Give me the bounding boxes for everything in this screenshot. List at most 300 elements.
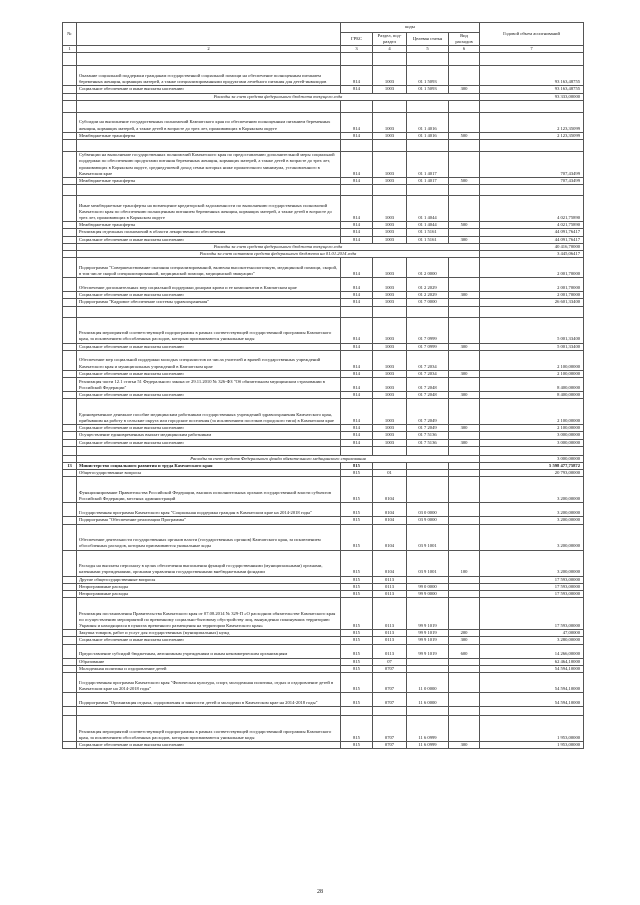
sum-cell: 5 001,33400: [480, 343, 584, 350]
header-codes: коды: [341, 23, 480, 33]
name-cell: Реализация отдельных полномочий в области лекарственного обеспечения: [77, 229, 341, 236]
grbs-cell: 815: [341, 598, 373, 630]
vid-cell: [449, 53, 480, 66]
note-text: Расходы за счет средств Федерального фонда обязательного медицинского страхования: [77, 455, 480, 462]
num-cell: [63, 630, 77, 637]
razdel-cell: 1003: [373, 132, 407, 139]
razdel-cell: 1003: [373, 425, 407, 432]
table-row: [63, 665, 584, 672]
sum-cell: 1 953,00000: [480, 742, 584, 749]
grbs-cell: 815: [341, 630, 373, 637]
razdel-cell: 0104: [373, 477, 407, 503]
target-cell: 01 7 2034: [407, 370, 449, 377]
sum-cell: 4 021,75890: [480, 196, 584, 222]
target-cell: 01 7 0000: [407, 299, 449, 306]
target-cell: [407, 576, 449, 583]
name-cell: Расходы на выплаты персоналу в целях обеспечения выполнения функций государственными (муниципальными) органами, казенными учреждениями, органами управления государственными внебюджетными фондами: [77, 550, 341, 576]
target-cell: [407, 100, 449, 112]
name-cell: [77, 306, 341, 317]
target-cell: 01 1 5093: [407, 66, 449, 86]
grbs-cell: [341, 185, 373, 196]
razdel-cell: 0707: [373, 665, 407, 672]
num-cell: [63, 716, 77, 742]
num-cell: [63, 178, 77, 185]
name-cell: Социальное обеспечение и иные выплаты населению: [77, 343, 341, 350]
name-cell: Министерство социального развития и труда Камчатского края: [77, 463, 341, 470]
header-grbs: ГРБС: [341, 33, 373, 46]
name-cell: [77, 53, 341, 66]
vid-cell: [449, 66, 480, 86]
vid-cell: [449, 517, 480, 524]
name-cell: Социальное обеспечение и иные выплаты населению: [77, 425, 341, 432]
table-row: [63, 470, 584, 477]
razdel-cell: 0113: [373, 591, 407, 598]
table-spacer-row: [63, 446, 584, 455]
table-row: [63, 278, 584, 292]
grbs-cell: 815: [341, 524, 373, 550]
sum-cell: [480, 100, 584, 112]
name-cell: Государственная программа Камчатского края "Физическая культура, спорт, молодежная политика, отдых и оздоровление детей в Камчатском крае на 2014-2018 годы": [77, 673, 341, 693]
vid-cell: 300: [449, 86, 480, 93]
vid-cell: 300: [449, 425, 480, 432]
sum-cell: 3 200,00000: [480, 503, 584, 517]
razdel-cell: 1003: [373, 378, 407, 392]
name-cell: Иные межбюджетные трансферты на возмещение кредиторской задолженности по выполнению государственных полномочий Камчатского края по обеспечению полноценным питанием беременных женщин, кормящих матерей, а также детей в возрасте до трех лет, проживающих в Корякском округе: [77, 196, 341, 222]
target-cell: 01 1 4044: [407, 196, 449, 222]
num-cell: [63, 86, 77, 93]
vid-cell: [449, 350, 480, 370]
vid-cell: [449, 299, 480, 306]
razdel-cell: 1003: [373, 112, 407, 132]
table-row: [63, 86, 584, 93]
sum-cell: 2 100,00000: [480, 425, 584, 432]
target-cell: [407, 306, 449, 317]
vid-cell: [449, 707, 480, 716]
colnum: 3: [341, 46, 373, 53]
target-cell: 03 9 0000: [407, 517, 449, 524]
vid-cell: [449, 716, 480, 742]
header-num: №: [63, 23, 77, 46]
table-spacer-row: [63, 140, 584, 152]
num-cell: [63, 299, 77, 306]
sum-cell: 47,00000: [480, 630, 584, 637]
razdel-cell: [373, 185, 407, 196]
sum-cell: 44 091,76417: [480, 229, 584, 236]
sum-cell: 44 091,76417: [480, 236, 584, 243]
sum-cell: 3 200,00000: [480, 477, 584, 503]
grbs-cell: 814: [341, 278, 373, 292]
num-cell: [63, 350, 77, 370]
grbs-cell: 815: [341, 550, 373, 576]
name-cell: Реализация части 12.1 статьи 51 Федерального закона от 29.11.2010 № 326-ФЗ "Об обязательном медицинском страховании в Российской Федерации": [77, 378, 341, 392]
num-cell: [63, 742, 77, 749]
vid-cell: [449, 503, 480, 517]
name-cell: Социальное обеспечение и иные выплаты населению: [77, 292, 341, 299]
num-cell: [63, 258, 77, 278]
vid-cell: 300: [449, 392, 480, 399]
table-row: [63, 503, 584, 517]
target-cell: 01 7 2034: [407, 350, 449, 370]
name-cell: Подпрограмма "Организация отдыха, оздоровления и занятости детей и молодежи в Камчатском крае на 2014-2018 годы": [77, 693, 341, 707]
table-spacer-row: [63, 100, 584, 112]
grbs-cell: 814: [341, 399, 373, 425]
note-text: Расходы за счет средств федерального бюджета текущего года: [77, 243, 480, 250]
num-cell: [63, 446, 77, 455]
target-cell: 01 1 4017: [407, 178, 449, 185]
table-row: [63, 693, 584, 707]
name-cell: Предоставление субсидий бюджетным, автономным учреждениям и иным некоммерческим организациям: [77, 644, 341, 658]
table-row: [63, 524, 584, 550]
razdel-cell: 1003: [373, 236, 407, 243]
vid-cell: 500: [449, 222, 480, 229]
header-total: Годовой объем ассигнований: [480, 23, 584, 46]
name-cell: [77, 446, 341, 455]
name-cell: Непрограммные расходы: [77, 591, 341, 598]
name-cell: Социальное обеспечение и иные выплаты населению: [77, 392, 341, 399]
name-cell: Образование: [77, 658, 341, 665]
vid-cell: [449, 112, 480, 132]
sum-cell: 2 123,35099: [480, 112, 584, 132]
grbs-cell: [341, 140, 373, 152]
name-cell: Субвенции на выполнение государственных полномочий Камчатского края по предоставлению дополнительной меры социальной поддержки по обеспечению продуктами питания беременных женщин, кормящих матерей, а также детей в возрасте до трех лет, проживающих в Корякском округе, среднедушевой доход семьи которых ниже прожиточного минимума, установленного в Камчатском крае: [77, 152, 341, 178]
razdel-cell: 1003: [373, 278, 407, 292]
vid-cell: [449, 446, 480, 455]
num-cell: [63, 598, 77, 630]
vid-cell: 100: [449, 550, 480, 576]
num-cell: [63, 236, 77, 243]
table-row: [63, 299, 584, 306]
num-cell: [63, 243, 77, 250]
num-cell: [63, 637, 77, 644]
num-cell: [63, 370, 77, 377]
grbs-cell: 814: [341, 292, 373, 299]
table-row: [63, 517, 584, 524]
num-cell: [63, 673, 77, 693]
razdel-cell: 0707: [373, 742, 407, 749]
table-row: [63, 378, 584, 392]
razdel-cell: 0707: [373, 716, 407, 742]
table-row: [63, 392, 584, 399]
razdel-cell: 1003: [373, 432, 407, 439]
name-cell: Осуществление единовременных выплат медицинским работникам: [77, 432, 341, 439]
target-cell: 01 2 0000: [407, 258, 449, 278]
name-cell: Молодежная политика и оздоровление детей: [77, 665, 341, 672]
table-row: [63, 196, 584, 222]
name-cell: Подпрограмма "Кадровое обеспечение системы здравоохранения": [77, 299, 341, 306]
sum-cell: 3 000,00000: [480, 455, 584, 462]
colnum: 5: [407, 46, 449, 53]
table-row: [63, 222, 584, 229]
sum-cell: 707,43499: [480, 178, 584, 185]
vid-cell: [449, 470, 480, 477]
sum-cell: 3 200,00000: [480, 517, 584, 524]
razdel-cell: 0104: [373, 503, 407, 517]
table-note-row: [63, 243, 584, 250]
grbs-cell: 814: [341, 317, 373, 343]
num-cell: [63, 306, 77, 317]
sum-cell: 17 593,00000: [480, 583, 584, 590]
sum-cell: 2 001,70000: [480, 258, 584, 278]
vid-cell: 500: [449, 132, 480, 139]
num-cell: [63, 66, 77, 86]
table-row: [63, 716, 584, 742]
num-cell: [63, 425, 77, 432]
target-cell: [407, 140, 449, 152]
grbs-cell: 814: [341, 112, 373, 132]
vid-cell: 200: [449, 630, 480, 637]
table-note-row: [63, 93, 584, 100]
sum-cell: 93 163,48755: [480, 86, 584, 93]
sum-cell: 93 333,00000: [480, 93, 584, 100]
target-cell: 99 9 1019: [407, 598, 449, 630]
razdel-cell: [373, 306, 407, 317]
target-cell: 99 9 1019: [407, 630, 449, 637]
num-cell: [63, 644, 77, 658]
razdel-cell: 0104: [373, 550, 407, 576]
table-row: [63, 583, 584, 590]
name-cell: Социальное обеспечение и иные выплаты населению: [77, 236, 341, 243]
sum-cell: 40 416,70000: [480, 243, 584, 250]
target-cell: 01 7 5136: [407, 432, 449, 439]
sum-cell: 54 594,10000: [480, 693, 584, 707]
target-cell: 99 9 1019: [407, 637, 449, 644]
table-row: [63, 292, 584, 299]
target-cell: 11 6 0999: [407, 742, 449, 749]
razdel-cell: 1003: [373, 317, 407, 343]
num-cell: [63, 112, 77, 132]
target-cell: 01 7 2049: [407, 399, 449, 425]
vid-cell: [449, 673, 480, 693]
razdel-cell: 1003: [373, 258, 407, 278]
table-row: [63, 658, 584, 665]
table-row: [63, 673, 584, 693]
table-row: [63, 742, 584, 749]
num-cell: [63, 196, 77, 222]
num-cell: [63, 455, 77, 462]
colnum: 6: [449, 46, 480, 53]
sum-cell: 3 280,00000: [480, 637, 584, 644]
name-cell: [77, 140, 341, 152]
razdel-cell: 1003: [373, 350, 407, 370]
grbs-cell: 814: [341, 299, 373, 306]
vid-cell: 300: [449, 370, 480, 377]
table-row: [63, 399, 584, 425]
vid-cell: [449, 658, 480, 665]
table-row: [63, 598, 584, 630]
num-cell: [63, 658, 77, 665]
num-cell: [63, 93, 77, 100]
vid-cell: [449, 306, 480, 317]
vid-cell: 300: [449, 292, 480, 299]
vid-cell: [449, 317, 480, 343]
name-cell: Обеспечение дополнительных мер социальной поддержки донорам крови и ее компонентов в Камчатском крае: [77, 278, 341, 292]
target-cell: 03 9 1001: [407, 550, 449, 576]
grbs-cell: 815: [341, 658, 373, 665]
header-vid: Вид расходов: [449, 33, 480, 46]
grbs-cell: 815: [341, 673, 373, 693]
num-cell: [63, 524, 77, 550]
sum-cell: 8 400,00000: [480, 392, 584, 399]
name-cell: Общегосударственные вопросы: [77, 470, 341, 477]
razdel-cell: 1003: [373, 439, 407, 446]
target-cell: 01 1 5161: [407, 229, 449, 236]
vid-cell: [449, 185, 480, 196]
grbs-cell: 814: [341, 425, 373, 432]
razdel-cell: 0113: [373, 583, 407, 590]
target-cell: 99 0 0000: [407, 583, 449, 590]
razdel-cell: [373, 446, 407, 455]
grbs-cell: 814: [341, 236, 373, 243]
grbs-cell: 814: [341, 378, 373, 392]
target-cell: 11 6 0999: [407, 716, 449, 742]
name-cell: Социальное обеспечение и иные выплаты населению: [77, 370, 341, 377]
target-cell: 01 1 4016: [407, 112, 449, 132]
grbs-cell: 814: [341, 152, 373, 178]
table-row: [63, 112, 584, 132]
grbs-cell: 815: [341, 637, 373, 644]
razdel-cell: 1003: [373, 399, 407, 425]
header-name-blank: [77, 23, 341, 46]
table-row: [63, 350, 584, 370]
name-cell: [77, 707, 341, 716]
vid-cell: [449, 477, 480, 503]
grbs-cell: 815: [341, 665, 373, 672]
sum-cell: 2 100,00000: [480, 350, 584, 370]
num-cell: [63, 399, 77, 425]
table-spacer-row: [63, 707, 584, 716]
name-cell: Реализация постановления Правительства Камчатского края от 07.08.2014 № 329-П «О расходном обязательстве Камчатского края по осуществлению мероприятий по временному социально-бытовому обустройству лиц, вынужденно покинувших территорию Украины и находящихся в пунктах временного размещения на территории Камчатского края»: [77, 598, 341, 630]
target-cell: [407, 446, 449, 455]
razdel-cell: [373, 140, 407, 152]
sum-cell: 1 953,00000: [480, 716, 584, 742]
note-text: Расходы за счет остатков средств федерального бюджета на 01.01.2014 года: [77, 251, 480, 258]
table-body: [63, 53, 584, 749]
vid-cell: [449, 576, 480, 583]
grbs-cell: [341, 446, 373, 455]
target-cell: 01 1 4016: [407, 132, 449, 139]
num-cell: [63, 251, 77, 258]
target-cell: 11 0 0000: [407, 673, 449, 693]
num-cell: [63, 550, 77, 576]
razdel-cell: 1003: [373, 343, 407, 350]
razdel-cell: 0113: [373, 576, 407, 583]
grbs-cell: 815: [341, 576, 373, 583]
target-cell: 01 7 2049: [407, 425, 449, 432]
table-row: [63, 132, 584, 139]
sum-cell: 17 593,00000: [480, 598, 584, 630]
colnum: 7: [480, 46, 584, 53]
sum-cell: 3 000,00000: [480, 439, 584, 446]
name-cell: Межбюджетные трансферты: [77, 178, 341, 185]
vid-cell: 300: [449, 236, 480, 243]
name-cell: Оказание социальной поддержки гражданам государственной социальной помощи на обеспечение полноценным питанием беременных женщин, кормящих матерей, а также специализированными продуктами лечебного питания для детей-инвалидов: [77, 66, 341, 86]
target-cell: 01 2 2029: [407, 278, 449, 292]
grbs-cell: 814: [341, 196, 373, 222]
grbs-cell: 814: [341, 432, 373, 439]
name-cell: Закупка товаров, работ и услуг для государственных (муниципальных) нужд: [77, 630, 341, 637]
target-cell: 01 1 4017: [407, 152, 449, 178]
table-row: [63, 425, 584, 432]
grbs-cell: 814: [341, 343, 373, 350]
target-cell: 01 1 5093: [407, 86, 449, 93]
grbs-cell: [341, 100, 373, 112]
table-row: [63, 236, 584, 243]
sum-cell: 2 001,70000: [480, 292, 584, 299]
sum-cell: [480, 140, 584, 152]
razdel-cell: 1003: [373, 299, 407, 306]
num-cell: [63, 292, 77, 299]
num-cell: [63, 152, 77, 178]
sum-cell: 2 100,00000: [480, 399, 584, 425]
grbs-cell: 814: [341, 178, 373, 185]
vid-cell: 600: [449, 644, 480, 658]
grbs-cell: 814: [341, 392, 373, 399]
table-row: [63, 439, 584, 446]
num-cell: [63, 665, 77, 672]
grbs-cell: 815: [341, 591, 373, 598]
grbs-cell: 814: [341, 229, 373, 236]
vid-cell: [449, 100, 480, 112]
name-cell: Реализация мероприятий соответствующей подпрограммы в рамках соответствующей государственной программы Камчатского края, за исключением обособленных расходов, которым присваиваются уникальные коды: [77, 716, 341, 742]
target-cell: 99 9 0000: [407, 591, 449, 598]
sum-cell: 5 598 477,75872: [480, 463, 584, 470]
num-cell: [63, 583, 77, 590]
grbs-cell: 815: [341, 463, 373, 470]
num-cell: [63, 132, 77, 139]
sum-cell: 5 001,33400: [480, 317, 584, 343]
grbs-cell: 815: [341, 693, 373, 707]
header-razdel: Раздел, под-раздел: [373, 33, 407, 46]
table-row: [63, 591, 584, 598]
vid-cell: [449, 463, 480, 470]
name-cell: [77, 185, 341, 196]
target-cell: 01 7 5136: [407, 439, 449, 446]
name-cell: Непрограммные расходы: [77, 583, 341, 590]
vid-cell: [449, 399, 480, 425]
razdel-cell: 0113: [373, 630, 407, 637]
target-cell: 01 1 4044: [407, 222, 449, 229]
sum-cell: 3 000,00000: [480, 432, 584, 439]
name-cell: Реализация мероприятий соответствующей подпрограммы в рамках соответствующей государственной программы Камчатского края, за исключением обособленных расходов, которым присваиваются уникальные коды: [77, 317, 341, 343]
razdel-cell: 0707: [373, 693, 407, 707]
sum-cell: 93 163,48755: [480, 66, 584, 86]
vid-cell: [449, 524, 480, 550]
sum-cell: 62 464,10000: [480, 658, 584, 665]
razdel-cell: 1003: [373, 292, 407, 299]
grbs-cell: 815: [341, 503, 373, 517]
sum-cell: 14 266,00000: [480, 644, 584, 658]
vid-cell: 300: [449, 439, 480, 446]
target-cell: 01 7 2048: [407, 378, 449, 392]
grbs-cell: 814: [341, 66, 373, 86]
target-cell: [407, 53, 449, 66]
table-row: [63, 644, 584, 658]
grbs-cell: 814: [341, 86, 373, 93]
sum-cell: 20 793,00000: [480, 470, 584, 477]
vid-cell: 500: [449, 178, 480, 185]
num-cell: [63, 185, 77, 196]
name-cell: Межбюджетные трансферты: [77, 132, 341, 139]
vid-cell: [449, 432, 480, 439]
grbs-cell: 815: [341, 716, 373, 742]
grbs-cell: [341, 707, 373, 716]
name-cell: Социальное обеспечение и иные выплаты населению: [77, 637, 341, 644]
name-cell: Субсидии на выполнение государственных полномочий Камчатского края по обеспечению полноценным питанием беременных женщин, кормящих матерей, а также детей в возрасте до трех лет, проживающих в Корякском округе: [77, 112, 341, 132]
vid-cell: [449, 378, 480, 392]
name-cell: Обеспечение мер социальной поддержки молодых специалистов из числа учителей и врачей государственных учреждений Камчатского края и муниципальных учреждений в Камчатском крае: [77, 350, 341, 370]
vid-cell: [449, 229, 480, 236]
target-cell: 01 1 5161: [407, 236, 449, 243]
